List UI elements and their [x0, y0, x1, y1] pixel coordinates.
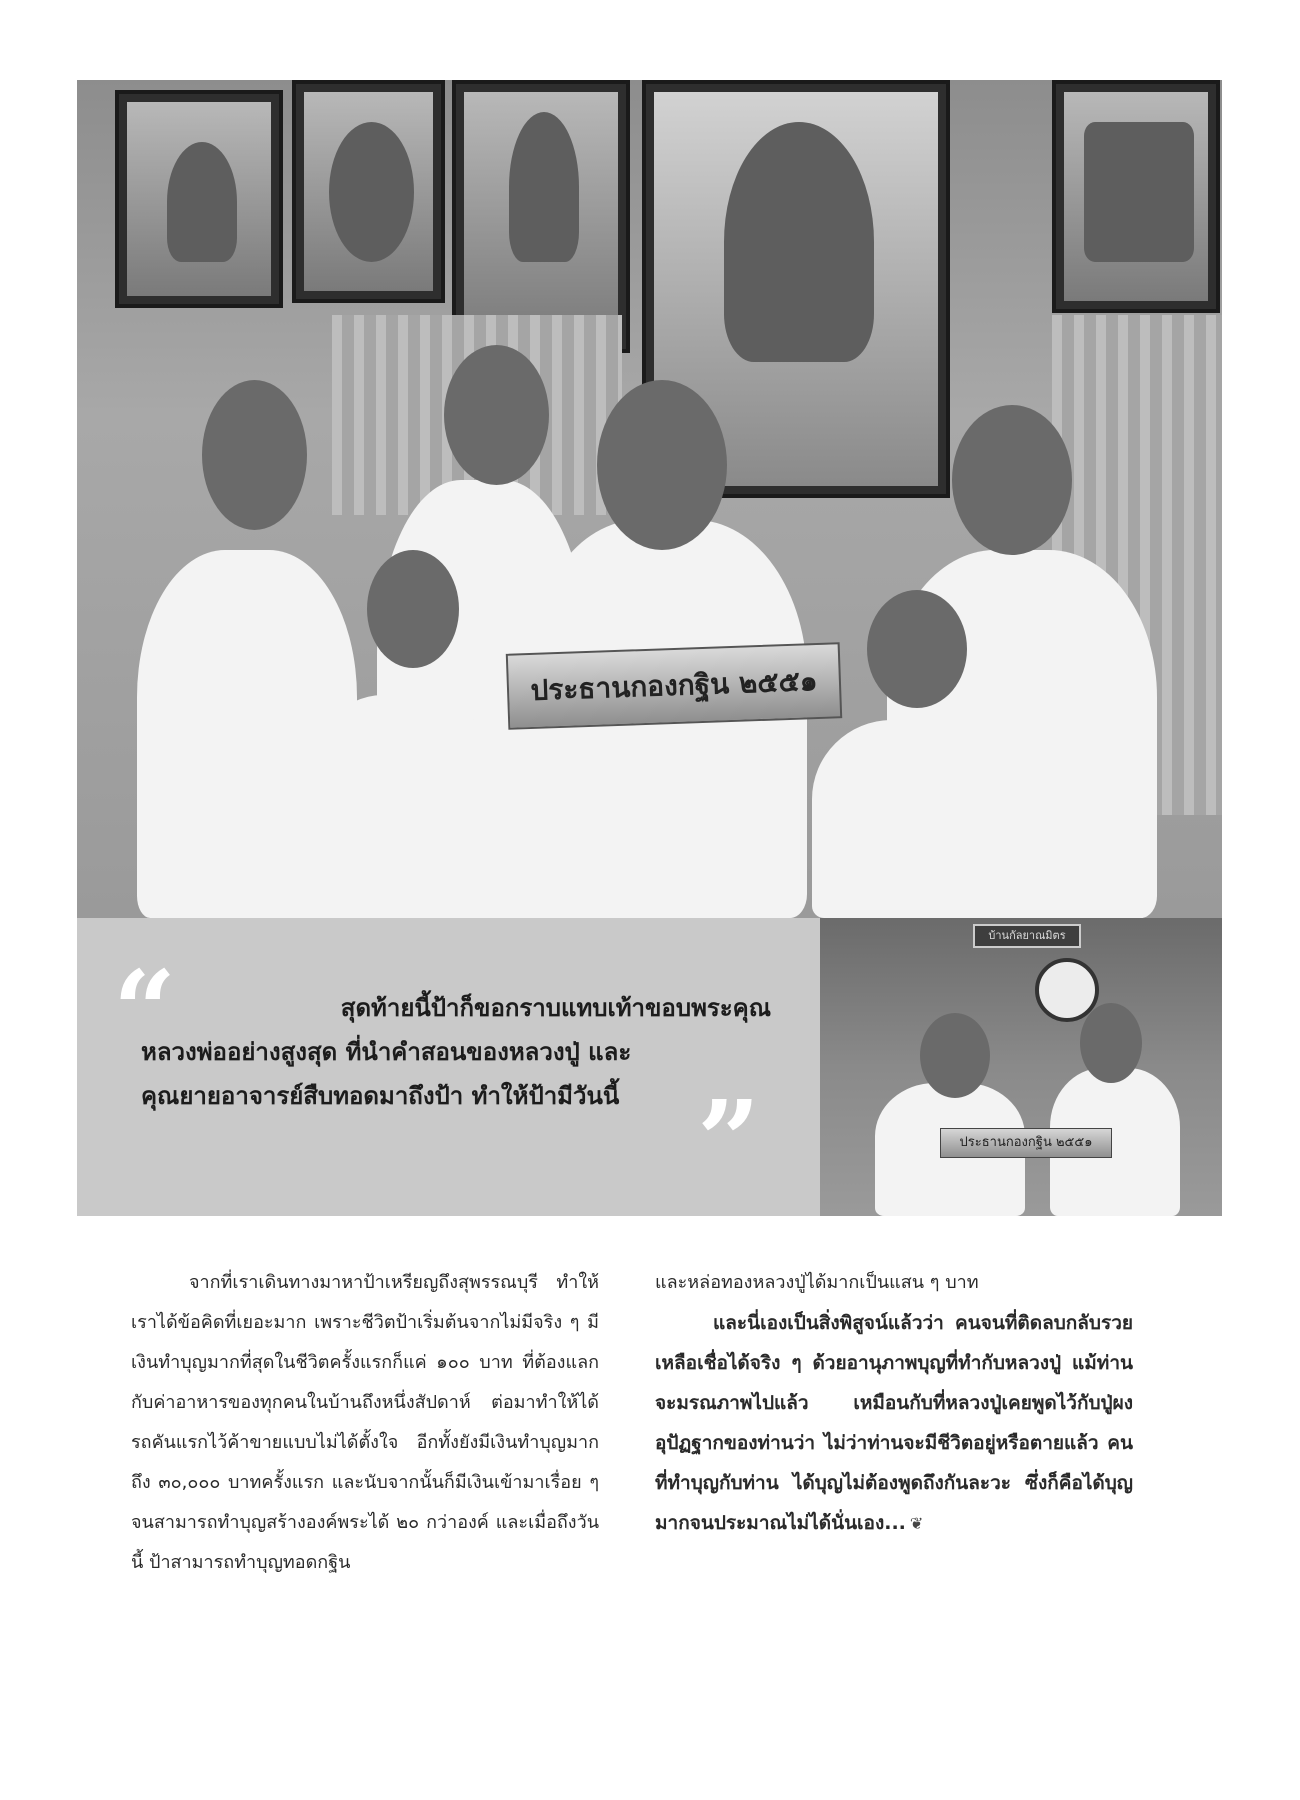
quote-line: คุณยายอาจารย์สืบทอดมาถึงป้า ทำให้ป้ามีวันนี้ [141, 1082, 620, 1110]
portrait-frame-3 [452, 80, 630, 353]
article-column-right [655, 1263, 1133, 1544]
person-head [952, 405, 1072, 555]
kathin-plaque: ประธานกองกฐิน ๒๕๕๑ [506, 642, 842, 730]
portrait-frame-2 [292, 80, 445, 303]
portrait-frame-5 [1052, 80, 1220, 313]
person-head [367, 550, 459, 668]
pull-quote [77, 918, 820, 1216]
person-head [444, 345, 549, 485]
body-paragraph-bold [655, 1303, 1133, 1544]
quote-line: หลวงพ่ออย่างสูงสุด ที่นำคำสอนของหลวงปู่ และ [141, 1038, 632, 1066]
person-head [920, 1013, 990, 1098]
small-photo [820, 918, 1222, 1216]
person-head [597, 380, 727, 550]
person-head [1080, 1003, 1142, 1083]
open-quote-mark: “ [113, 946, 177, 1075]
main-photo [77, 80, 1222, 918]
person-head [202, 380, 307, 530]
pull-quote-text [141, 986, 771, 1118]
house-sign: บ้านกัลยาณมิตร [973, 924, 1081, 948]
leaf-icon: ❦ [909, 1514, 924, 1533]
body-paragraph-continuation: และหล่อทองหลวงปู่ได้มากเป็นแสน ๆ บาท [655, 1272, 979, 1293]
kathin-plaque: ประธานกองกฐิน ๒๕๕๑ [940, 1128, 1112, 1158]
bold-paragraph-text: และนี่เองเป็นสิ่งพิสูจน์แล้วว่า คนจนที่ติดลบกลับรวยเหลือเชื่อได้จริง ๆ ด้วยอานุภาพบุญที่ทำกับหลวงปู่ แม้ท่านจะมรณภาพไปแล้ว เหมือนกับที่หลวงปู่เคยพูดไว้กับปู่ผงอุปัฏฐากของท่านว่า ไม่ว่าท่านจะมีชีวิตอยู่หรือตายแล้ว คนที่ทำบุญกับท่าน ได้บุญไม่ต้องพูดถึงกันละวะ ซึ่งก็คือได้บุญมากจนประมาณไม่ได้นั่นเอง... [655, 1312, 1133, 1534]
portrait-frame-1 [115, 90, 283, 308]
close-quote-mark: ” [697, 1076, 761, 1205]
person-boy-right [812, 720, 1012, 918]
body-paragraph: จากที่เราเดินทางมาหาป้าเหรียญถึงสุพรรณบุรี ทำให้เราได้ข้อคิดที่เยอะมาก เพราะชีวิตป้าเริ่มต้นจากไม่มีจริง ๆ มีเงินทำบุญมากที่สุดในชีวิตครั้งแรกก็แค่ ๑๐๐ บาท ที่ต้องแลกกับค่าอาหารของทุกคนในบ้านถึงหนึ่งสัปดาห์ ต่อมาทำให้ได้รถคันแรกไว้ค้าขายแบบไม่ได้ตั้งใจ อีกทั้งยังมีเงินทำบุญมากถึง ๓๐,๐๐๐ บาทครั้งแรก และนับจากนั้นก็มีเงินเข้ามาเรื่อย ๆ จนสามารถทำบุญสร้างองค์พระได้ ๒๐ กว่าองค์ และเมื่อถึงวันนี้ ป้าสามารถทำบุญทอดกฐิน [131, 1272, 599, 1573]
person-head [867, 590, 967, 708]
person-boy-left [307, 695, 497, 918]
quote-line: สุดท้ายนี้ป้าก็ขอกราบแทบเท้าขอบพระคุณ [340, 994, 771, 1022]
article-column-left [131, 1263, 599, 1583]
